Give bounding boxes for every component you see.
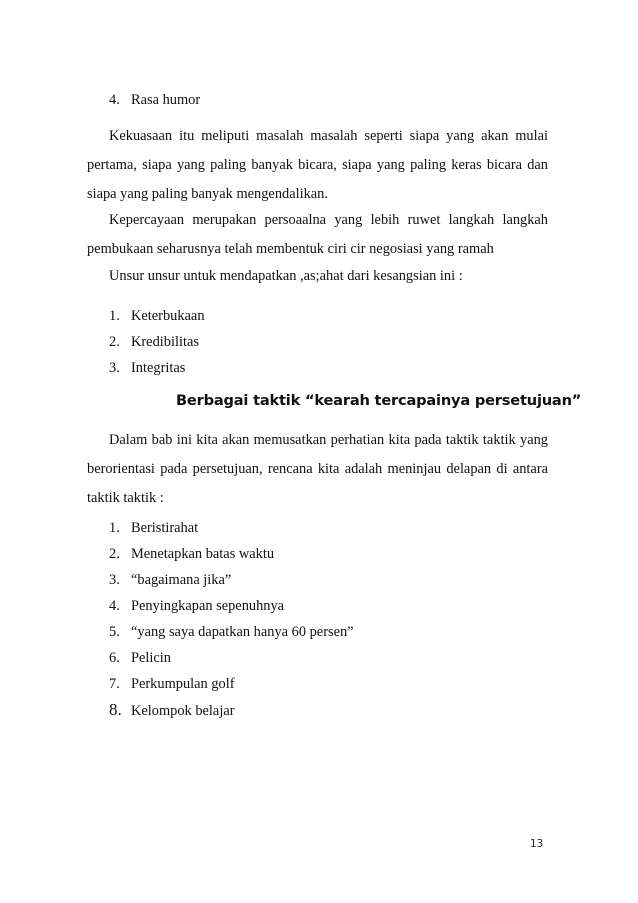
paragraph-text: Kepercayaan merupakan persoaalna yang lebih ruwet langkah langkah pembukaan seharusnya telah membentuk ciri cir negosiasi yang ramah — [87, 212, 548, 257]
section-heading: Berbagai taktik “kearah tercapainya persetujuan” — [176, 392, 582, 409]
list-text: Penyingkapan sepenuhnya — [131, 598, 285, 614]
list-item-rasa-humor — [109, 92, 200, 109]
list-number: 1. — [109, 520, 120, 536]
paragraph-kekuasaan — [87, 122, 548, 209]
page-number: 13 — [530, 838, 544, 850]
list-item — [109, 646, 354, 672]
list-text: Rasa humor — [131, 92, 201, 108]
paragraph-text: Dalam bab ini kita akan memusatkan perhatian kita pada taktik taktik yang berorientasi pada persetujuan, rencana kita adalah meninjau delapan di antara taktik taktik : — [87, 432, 548, 506]
list-text: Keterbukaan — [131, 308, 205, 324]
unsur-list — [109, 304, 205, 382]
list-item — [109, 304, 205, 330]
list-text: Pelicin — [131, 650, 171, 666]
paragraph-kepercayaan — [87, 206, 548, 264]
paragraph-text: Kekuasaan itu meliputi masalah masalah seperti siapa yang akan mulai pertama, siapa yang paling banyak bicara, siapa yang paling keras bicara dan siapa yang paling banyak mengendalikan. — [87, 128, 548, 202]
list-number: 1. — [109, 308, 120, 324]
list-item — [109, 620, 354, 646]
list-text: Integritas — [131, 360, 186, 376]
list-number: 4. — [109, 598, 120, 614]
list-text: Menetapkan batas waktu — [131, 546, 275, 562]
paragraph-unsur: Unsur unsur untuk mendapatkan ,as;ahat dari kesangsian ini : — [109, 268, 463, 284]
list-number: 6. — [109, 650, 120, 666]
list-text: “yang saya dapatkan hanya 60 persen” — [131, 624, 354, 640]
list-number: 5. — [109, 624, 120, 640]
list-text: Perkumpulan golf — [131, 676, 235, 692]
list-number: 3. — [109, 572, 120, 588]
list-number: 3. — [109, 360, 120, 376]
list-item — [109, 672, 354, 698]
list-item — [109, 330, 205, 356]
list-text: Kelompok belajar — [131, 703, 235, 719]
list-item — [109, 698, 354, 724]
list-item — [109, 516, 354, 542]
list-number: 2. — [109, 334, 120, 350]
list-item — [109, 356, 205, 382]
paragraph-dalam-bab — [87, 426, 548, 513]
list-item — [109, 542, 354, 568]
list-number: 8. — [109, 700, 122, 719]
list-number: 2. — [109, 546, 120, 562]
list-text: Beristirahat — [131, 520, 199, 536]
list-item — [109, 594, 354, 620]
taktik-list — [109, 516, 354, 724]
list-number: 7. — [109, 676, 120, 692]
list-number: 4. — [109, 92, 120, 108]
list-item — [109, 568, 354, 594]
list-text: Kredibilitas — [131, 334, 199, 350]
list-text: “bagaimana jika” — [131, 572, 232, 588]
